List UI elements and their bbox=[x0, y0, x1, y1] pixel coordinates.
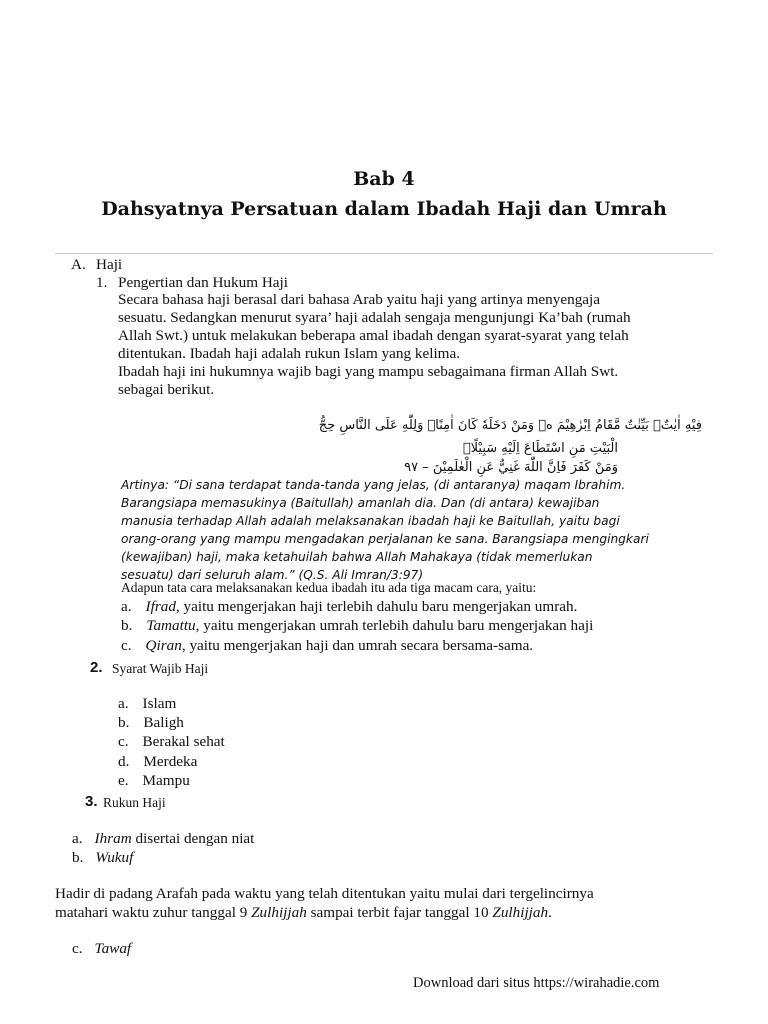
item-number: 3. bbox=[85, 793, 98, 810]
paragraph-line: Ibadah haji ini hukumnya wajib bagi yang mampu sebagaimana firman Allah Swt. bbox=[118, 363, 619, 380]
paragraph-line: Secara bahasa haji berasal dari bahasa Arab yaitu haji yang artinya menyengaja bbox=[118, 291, 600, 308]
list-item bbox=[121, 598, 577, 616]
list-letter: a. bbox=[121, 598, 132, 615]
term: Tamattu, bbox=[146, 617, 200, 634]
list-item bbox=[118, 733, 225, 751]
list-letter: e. bbox=[118, 772, 129, 789]
list-letter: a. bbox=[72, 830, 83, 847]
item-heading: Pengertian dan Hukum Haji bbox=[118, 274, 288, 291]
paragraph-line bbox=[55, 904, 552, 922]
list-letter: c. bbox=[121, 637, 132, 654]
term: Wukuf bbox=[95, 849, 134, 866]
list-text: Berakal sehat bbox=[142, 733, 225, 750]
divider bbox=[55, 253, 713, 254]
term: Zulhijjah bbox=[251, 904, 307, 921]
list-text: Mampu bbox=[142, 772, 190, 789]
list-item bbox=[121, 637, 533, 655]
paragraph-line: ditentukan. Ibadah haji adalah rukun Islam yang kelima. bbox=[118, 345, 461, 362]
list-item bbox=[72, 830, 254, 848]
translation-line: (kewajiban) haji, maka ketahuilah bahwa Allah Mahakaya (tidak memerlukan bbox=[121, 550, 593, 564]
paragraph-line: sesuatu. Sedangkan menurut syara’ haji adalah sengaja mengunjungi Ka’bah (rumah bbox=[118, 309, 631, 326]
list-text: , yaitu mengerjakan haji dan umrah secara bersama-sama. bbox=[181, 637, 534, 654]
list-letter: c. bbox=[72, 940, 83, 957]
list-item bbox=[118, 695, 176, 713]
list-item bbox=[118, 714, 184, 732]
paragraph-line: Allah Swt.) untuk melakukan beberapa amal ibadah dengan syarat-syarat yang telah bbox=[118, 327, 629, 344]
list-letter: b. bbox=[118, 714, 130, 731]
list-item bbox=[72, 849, 133, 867]
list-text: Baligh bbox=[143, 714, 184, 731]
footer-source: Download dari situs https://wirahadie.com bbox=[413, 975, 660, 991]
list-letter: b. bbox=[121, 617, 133, 634]
list-text: , yaitu mengerjakan haji terlebih dahulu baru mengerjakan umrah. bbox=[175, 598, 578, 615]
tata-cara-intro: Adapun tata cara melaksanakan kedua ibadah itu ada tiga macam cara, yaitu: bbox=[121, 580, 537, 595]
translation-line: Artinya: “Di sana terdapat tanda-tanda yang jelas, (di antaranya) maqam Ibrahim. bbox=[121, 478, 626, 492]
list-item bbox=[121, 617, 593, 635]
term: Qiran bbox=[145, 637, 182, 654]
translation-line: Barangsiapa memasukinya (Baitullah) amanlah dia. Dan (di antara) kewajiban bbox=[121, 496, 600, 510]
translation-line: manusia terhadap Allah adalah melaksanakan ibadah haji ke Baitullah, yaitu bagi bbox=[121, 514, 620, 528]
chapter-number: Bab 4 bbox=[353, 168, 415, 190]
text-span: matahari waktu zuhur tanggal 9 bbox=[55, 904, 252, 921]
list-letter: a. bbox=[118, 695, 129, 712]
list-text: Islam bbox=[142, 695, 177, 712]
paragraph-line: Hadir di padang Arafah pada waktu yang telah ditentukan yaitu mulai dari tergelincirnya bbox=[55, 885, 594, 902]
term: Tawaf bbox=[94, 940, 132, 957]
item-number: 1. bbox=[96, 274, 108, 291]
arabic-line: وَمَنْ كَفَرَ فَاِنَّ اللّٰهَ غَنِيٌّ عَنِ الْعٰلَمِيْنَ – ٩٧ bbox=[404, 460, 618, 475]
term: Zulhijjah bbox=[492, 904, 549, 921]
list-item bbox=[118, 772, 190, 790]
list-text: disertai dengan niat bbox=[131, 830, 255, 847]
text-span: sampai terbit fajar tanggal 10 bbox=[306, 904, 493, 921]
list-letter: d. bbox=[118, 753, 130, 770]
list-text: Merdeka bbox=[143, 753, 198, 770]
list-item bbox=[118, 753, 197, 771]
translation-line: sesuatu) dari seluruh alam.” (Q.S. Ali Imran/3:97) bbox=[121, 568, 424, 582]
section-label: Haji bbox=[96, 256, 123, 273]
paragraph-line: sebagai berikut. bbox=[118, 381, 215, 398]
section-letter: A. bbox=[71, 256, 86, 273]
item-number: 2. bbox=[90, 659, 103, 676]
item-heading: Syarat Wajib Haji bbox=[112, 661, 209, 676]
arabic-line: فِيْهِ اٰيٰتٌۢ بَيِّنٰتٌ مَّقَامُ اِبْرٰهِيْمَ ەۚ وَمَنْ دَخَلَهٗ كَانَ اٰمِنًاۗ وَلِلّٰهِ عَلَى النَّاسِ حِجُّ bbox=[318, 418, 702, 433]
chapter-title: Dahsyatnya Persatuan dalam Ibadah Haji dan Umrah bbox=[101, 198, 667, 220]
translation-line: orang-orang yang mampu mengadakan perjalanan ke sana. Barangsiapa mengingkari bbox=[121, 532, 649, 546]
list-text: yaitu mengerjakan umrah terlebih dahulu baru mengerjakan haji bbox=[199, 617, 594, 634]
term: Ihram bbox=[94, 830, 132, 847]
list-letter: c. bbox=[118, 733, 129, 750]
text-span: . bbox=[548, 904, 552, 921]
term: Ifrad bbox=[145, 598, 176, 615]
list-letter: b. bbox=[72, 849, 84, 866]
list-item bbox=[72, 940, 131, 958]
item-heading: Rukun Haji bbox=[103, 795, 166, 810]
arabic-line: الْبَيْتِ مَنِ اسْتَطَاعَ اِلَيْهِ سَبِيْلًاۗ bbox=[462, 441, 618, 456]
